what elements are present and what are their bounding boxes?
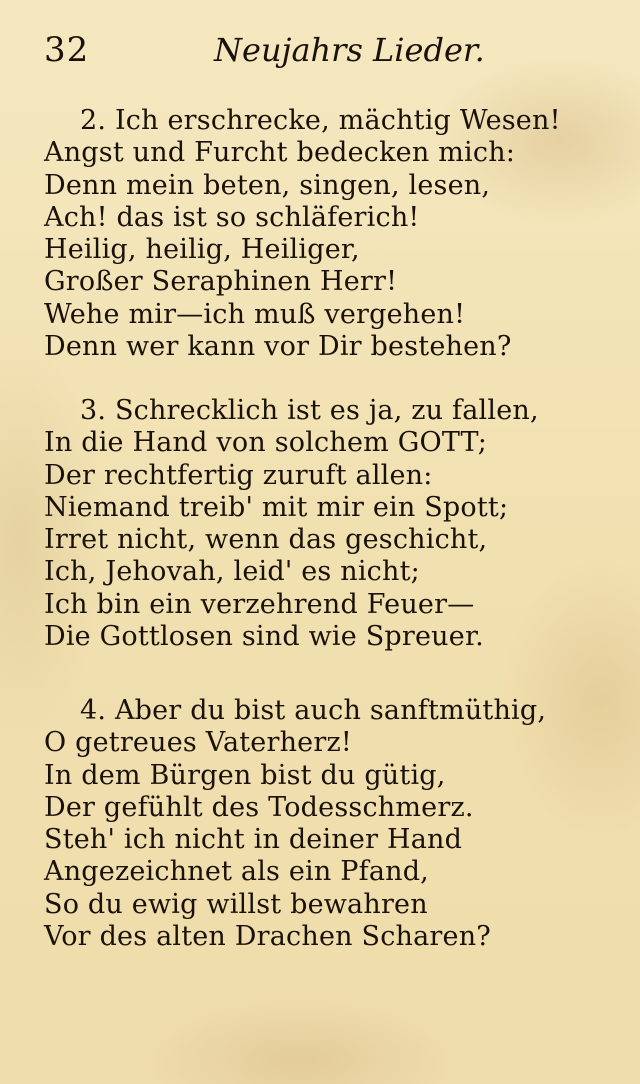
verse-line: Denn wer kann vor Dir bestehen?: [44, 331, 512, 363]
verse-line: Angst und Furcht bedecken mich:: [44, 137, 516, 169]
verse-line: 4. Aber du bist auch sanftmüthig,: [80, 695, 547, 726]
verse-line: Steh' ich nicht in deiner Hand: [44, 824, 463, 856]
verse-line: Der gefühlt des Todesschmerz.: [44, 791, 474, 823]
verse-line: Der rechtfertig zuruft allen:: [44, 459, 433, 491]
page-number: 32: [44, 30, 90, 70]
verse-line: 3. Schrecklich ist es ja, zu fallen,: [80, 395, 539, 426]
verse-line: Angezeichnet als ein Pfand,: [44, 856, 429, 888]
stanza-4: [44, 695, 624, 953]
verse-line: Die Gottlosen sind wie Spreuer.: [44, 621, 484, 653]
verse-line: O getreues Vaterherz!: [44, 727, 352, 759]
verse-line: Irret nicht, wenn das geschicht,: [44, 524, 488, 556]
verse-line: Ach! das ist so schläferich!: [44, 201, 420, 233]
verse-line: So du ewig willst bewahren: [44, 888, 428, 920]
verse-line: Wehe mir—ich muß vergehen!: [44, 298, 466, 330]
verse-line: Heilig, heilig, Heiliger,: [44, 234, 360, 266]
verse-line: Denn mein beten, singen, lesen,: [44, 169, 491, 201]
verse-line: Ich bin ein verzehrend Feuer—: [44, 588, 475, 620]
verse-line: 2. Ich erschrecke, mächtig Wesen!: [80, 105, 561, 136]
stanza-3: [44, 395, 624, 653]
verse-line: In dem Bürgen bist du gütig,: [44, 759, 446, 791]
verse-line: Niemand treib' mit mir ein Spott;: [44, 491, 509, 523]
verse-line: Großer Seraphinen Herr!: [44, 266, 398, 298]
running-head: Neujahrs Lieder.: [214, 31, 485, 69]
verse-line: Vor des alten Drachen Scharen?: [44, 921, 491, 953]
verse-line: Ich, Jehovah, leid' es nicht;: [44, 556, 420, 588]
stanza-2: [44, 105, 624, 363]
verse-line: In die Hand von solchem GOTT;: [44, 427, 488, 459]
